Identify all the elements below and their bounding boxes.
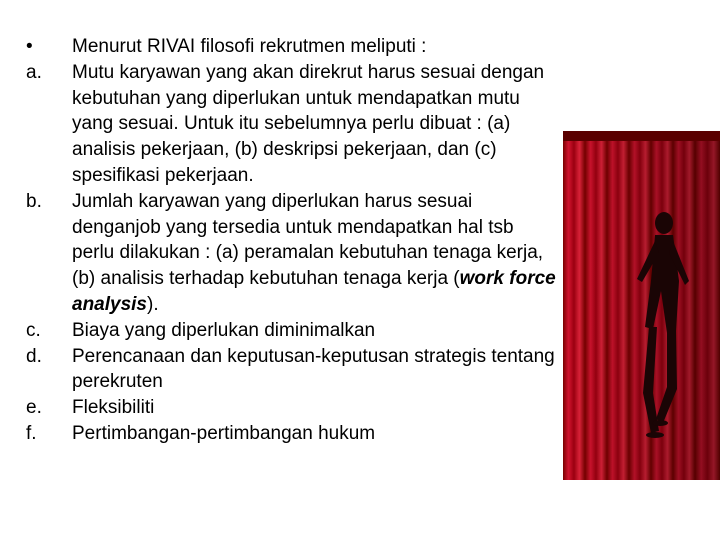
list-item bbox=[22, 395, 557, 421]
list-item-text: Biaya yang diperlukan diminimalkan bbox=[72, 319, 376, 341]
text-segment: ). bbox=[147, 293, 159, 315]
bullet-marker: • bbox=[26, 36, 33, 57]
emphasis-text: work force analysis bbox=[72, 268, 556, 315]
list-item-text: Fleksibiliti bbox=[72, 397, 155, 419]
list-item bbox=[22, 318, 557, 344]
list-item-text bbox=[72, 189, 557, 318]
list-item bbox=[22, 34, 557, 60]
curtain-drape bbox=[563, 131, 720, 480]
list-item bbox=[22, 60, 557, 189]
list-item bbox=[22, 421, 557, 447]
list-item-text: Menurut RIVAI filosofi rekrutmen meliputi : bbox=[72, 36, 427, 57]
list-marker: d. bbox=[26, 345, 42, 367]
content-list bbox=[22, 34, 557, 447]
list-item-text: Mutu karyawan yang akan direkrut harus sesuai dengan kebutuhan yang diperlukan untuk mendapatkan mutu yang sesuai. Untuk itu sebelumnya perlu dibuat : (a) analisis pekerjaan, (b) deskripsi pekerjaan, dan (c) spesifikasi pekerjaan. bbox=[72, 61, 545, 186]
list-item bbox=[22, 344, 557, 396]
list-marker: b. bbox=[26, 190, 42, 212]
text-segment: Jumlah karyawan yang diperlukan harus sesuai denganjob yang tersedia untuk mendapatkan hal tsb perlu dilakukan : (a) peramalan kebutuhan tenaga kerja, (b) analisis terhadap kebutuhan tenaga kerja ( bbox=[72, 190, 544, 290]
list-marker: c. bbox=[26, 319, 41, 341]
list-marker: a. bbox=[26, 61, 42, 83]
list-marker: e. bbox=[26, 397, 42, 419]
list-item-text: Pertimbangan-pertimbangan hukum bbox=[72, 422, 376, 444]
list-marker: f. bbox=[26, 422, 37, 444]
list-item-text: Perencanaan dan keputusan-keputusan strategis tentang perekruten bbox=[72, 345, 555, 393]
list-item bbox=[22, 189, 557, 318]
red-curtain-illustration bbox=[563, 131, 720, 480]
